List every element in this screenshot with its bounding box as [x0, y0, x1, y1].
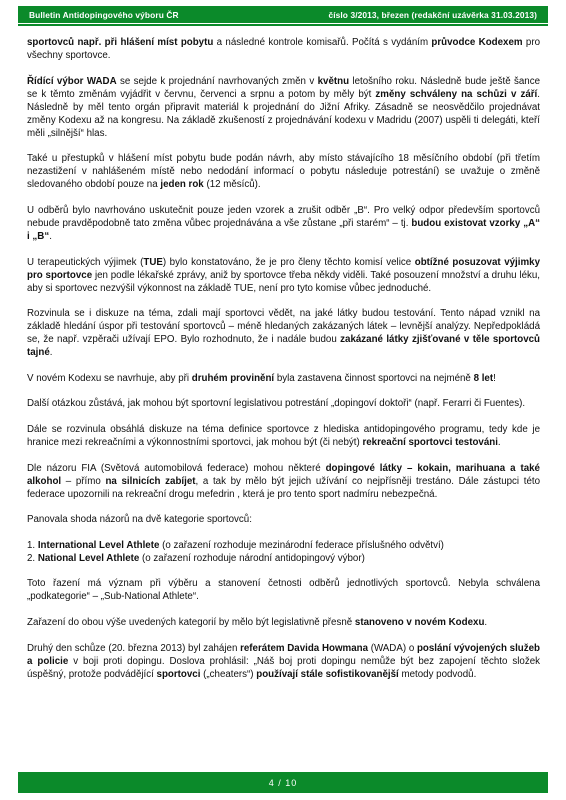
paragraph: [27, 204, 540, 243]
bold-text: 8 let: [473, 372, 494, 384]
bold-text: sportovci: [156, 668, 201, 680]
bold-text: budou existovat vzorky „A“ i „B“: [27, 218, 541, 243]
bold-text: obtížné posuzovat výjimky pro sportovce: [27, 256, 540, 281]
bold-text: změny schváleny na schůzi v září: [375, 88, 538, 100]
paragraph: [27, 513, 540, 526]
text-run: Rozvinula se i diskuze na téma, zdali mají sportovci vědět, na jaké látky budou testování. Tento nápad vznikl na základě hledání úspor při testování sportovců – méně hledaných zakázaných látek – levnější analýzy. Nepředpokládá se, že např. vzpěrači užívají EPO. Bylo rozhodnuto, že i nadále budou: [27, 308, 540, 346]
list-item: [27, 552, 540, 565]
text-run: ) bylo konstatováno, že je pro členy těchto komisí velice: [162, 256, 415, 268]
text-run: . Následně by měl tento orgán připravit materiál k projednání do Jižní Afriky. Zásadně se neosvědčilo projednávat změny Kodexu až na kongresu. Na základě zkušeností z projednávání kodexu v Madridu (2007) uspěli ti delegáti, kteří měli „silnější“ hlas.: [27, 88, 540, 139]
text-run: Zařazení do obou výše uvedených kategorií by mělo být legislativně přesně: [27, 617, 355, 628]
page-number: 4 / 10: [268, 777, 298, 788]
paragraph: [27, 307, 540, 359]
paragraph: [27, 423, 540, 449]
bold-text: dopingové látky – kokain, marihuana a také alkohol: [27, 462, 540, 487]
paragraph: [27, 616, 540, 629]
bold-text: druhém provinění: [191, 372, 275, 384]
text-run: .: [49, 231, 52, 243]
text-run: U terapeutických výjimek (: [27, 256, 144, 268]
bold-text: průvodce Kodexem: [431, 37, 523, 48]
paragraph: [27, 462, 540, 501]
paragraph: [27, 36, 540, 62]
text-run: a následné kontrole komisařů. Počítá s vydáním: [213, 37, 432, 48]
paragraph: [27, 397, 540, 410]
bulletin-title: Bulletin Antidopingového výboru ČR: [29, 9, 179, 20]
text-run: !: [493, 372, 496, 384]
bold-text: Řídící výbor WADA: [27, 75, 117, 87]
text-run: (12 měsíců).: [203, 179, 261, 191]
text-run: („cheaters“): [200, 668, 257, 680]
bold-text: referátem Davida Howmana: [240, 642, 368, 654]
text-run: U odběrů bylo navrhováno uskutečnit pouze jeden vzorek a zrušit odběr „B“. Pro velký odpor především sportovců nebude pravděpodobně tato změna vůbec projednávána a vše zůstane „při starém“ – tj.: [27, 204, 540, 230]
paragraph: [27, 577, 540, 603]
paragraphs-block-2: [27, 577, 540, 680]
bulletin-header: [18, 6, 548, 23]
text-run: 2.: [27, 552, 38, 564]
text-run: .: [484, 617, 488, 628]
text-run: Další otázkou zůstává, jak mohou být sportovní legislativou potrestání „dopingoví doktoři“ (např. Ferarri či Fuentes).: [27, 398, 526, 410]
text-run: , a tak by mělo být jejich užívání co nejpřísněji trestáno. Dále zástupci této federace upozornili na rekreační drogu mefedrin , která je pro tento sport nadmíru nebezpečná.: [27, 475, 540, 500]
list-item: [27, 539, 540, 552]
bold-text: poslání vývojených služeb a policie: [27, 642, 540, 667]
bold-text: stanoveno v novém Kodexu: [354, 617, 485, 628]
paragraph: [27, 152, 540, 191]
text-run: (WADA) o: [368, 642, 417, 654]
bold-text: sportovců např. při hlášení míst pobytu: [27, 37, 214, 48]
paragraph: [27, 642, 540, 681]
bold-text: květnu: [317, 75, 350, 87]
text-run: se sejde k projednání navrhovaných změn v: [116, 75, 318, 87]
issue-info: číslo 3/2013, březen (redakční uzávěrka 31.03.2013): [328, 9, 537, 20]
bold-text: jeden rok: [160, 179, 204, 191]
text-run: V novém Kodexu se navrhuje, aby při: [27, 372, 192, 384]
text-run: v boji proti dopingu. Doslova prohlásil: „Náš boj proti dopingu nemůže být bez zapojení těchto složek úspěšný, protože podvádějící: [27, 655, 540, 680]
bold-text: International Level Athlete: [37, 539, 160, 551]
text-run: byla zastavena činnost sportovci na nejméně: [274, 372, 474, 384]
bold-text: National Level Athlete: [37, 552, 140, 564]
athlete-category-list: [27, 539, 540, 565]
text-run: Druhý den schůze (20. března 2013) byl zahájen: [27, 642, 241, 654]
text-run: .: [49, 347, 53, 359]
text-run: letošního roku. Následně bude ještě šance se k těmto změnám vyjádřit v červnu, červenci a srpnu a potom by měly být: [27, 75, 541, 100]
text-run: Panovala shoda názorů na dvě kategorie sportovců:: [27, 514, 252, 526]
text-run: – přímo: [61, 475, 106, 487]
paragraph: [27, 256, 540, 295]
text-run: Dále se rozvinula obsáhlá diskuze na téma definice sportovce z hlediska antidopingového programu, tedy kde je hranice mezi rekreačními a výkonnostními sportovci, jak mohou být (či nebýt): [27, 424, 540, 449]
text-run: pro všechny sportovce.: [27, 37, 540, 62]
text-run: jen podle lékařské zprávy, aniž by sportovce třeba někdy viděli. Také posouzení množství a druhu léku, aby si sportovec nezvýšil výkonnost na základě TUE, není pro tyto komise vůbec jednoduché.: [27, 269, 541, 294]
article-body: [27, 36, 540, 693]
bold-text: TUE: [143, 256, 163, 268]
bold-text: zakázané látky zjišťované v těle sportovců tajné: [27, 334, 540, 359]
text-run: Dle názoru FIA (Světová automobilová federace) mohou některé: [27, 462, 326, 474]
bold-text: rekreační sportovci testováni: [362, 437, 498, 449]
text-run: .: [497, 437, 501, 449]
bold-text: na silnicích zabíjet: [105, 475, 196, 487]
header-divider: [18, 24, 548, 26]
text-run: 1.: [27, 539, 38, 551]
text-run: Také u přestupků v hlášení míst pobytu bude podán návrh, aby místo stávajícího 18 měsíčního období (při třetím nezastižení v nahlášeném místě nebo nedodání informací o pobytu následuje potrestání) se uvažuje o změně sledovaného období pouze na: [27, 153, 540, 191]
bold-text: používají stále sofistikovanější: [256, 668, 399, 680]
page-footer: [18, 772, 548, 793]
text-run: Toto řazení má význam při výběru a stanovení četnosti odběrů jednotlivých sportovců. Nebyla schválena „podkategorie“ – „Sub-National Athlete“.: [27, 578, 540, 603]
paragraphs-block-1: [27, 36, 540, 526]
paragraph: [27, 372, 540, 385]
text-run: (o zařazení rozhoduje mezinárodní federace příslušného odvětví): [159, 539, 444, 551]
paragraph: [27, 75, 540, 140]
text-run: metody podvodů.: [398, 668, 477, 680]
text-run: (o zařazení rozhoduje národní antidopingový výbor): [139, 552, 365, 564]
